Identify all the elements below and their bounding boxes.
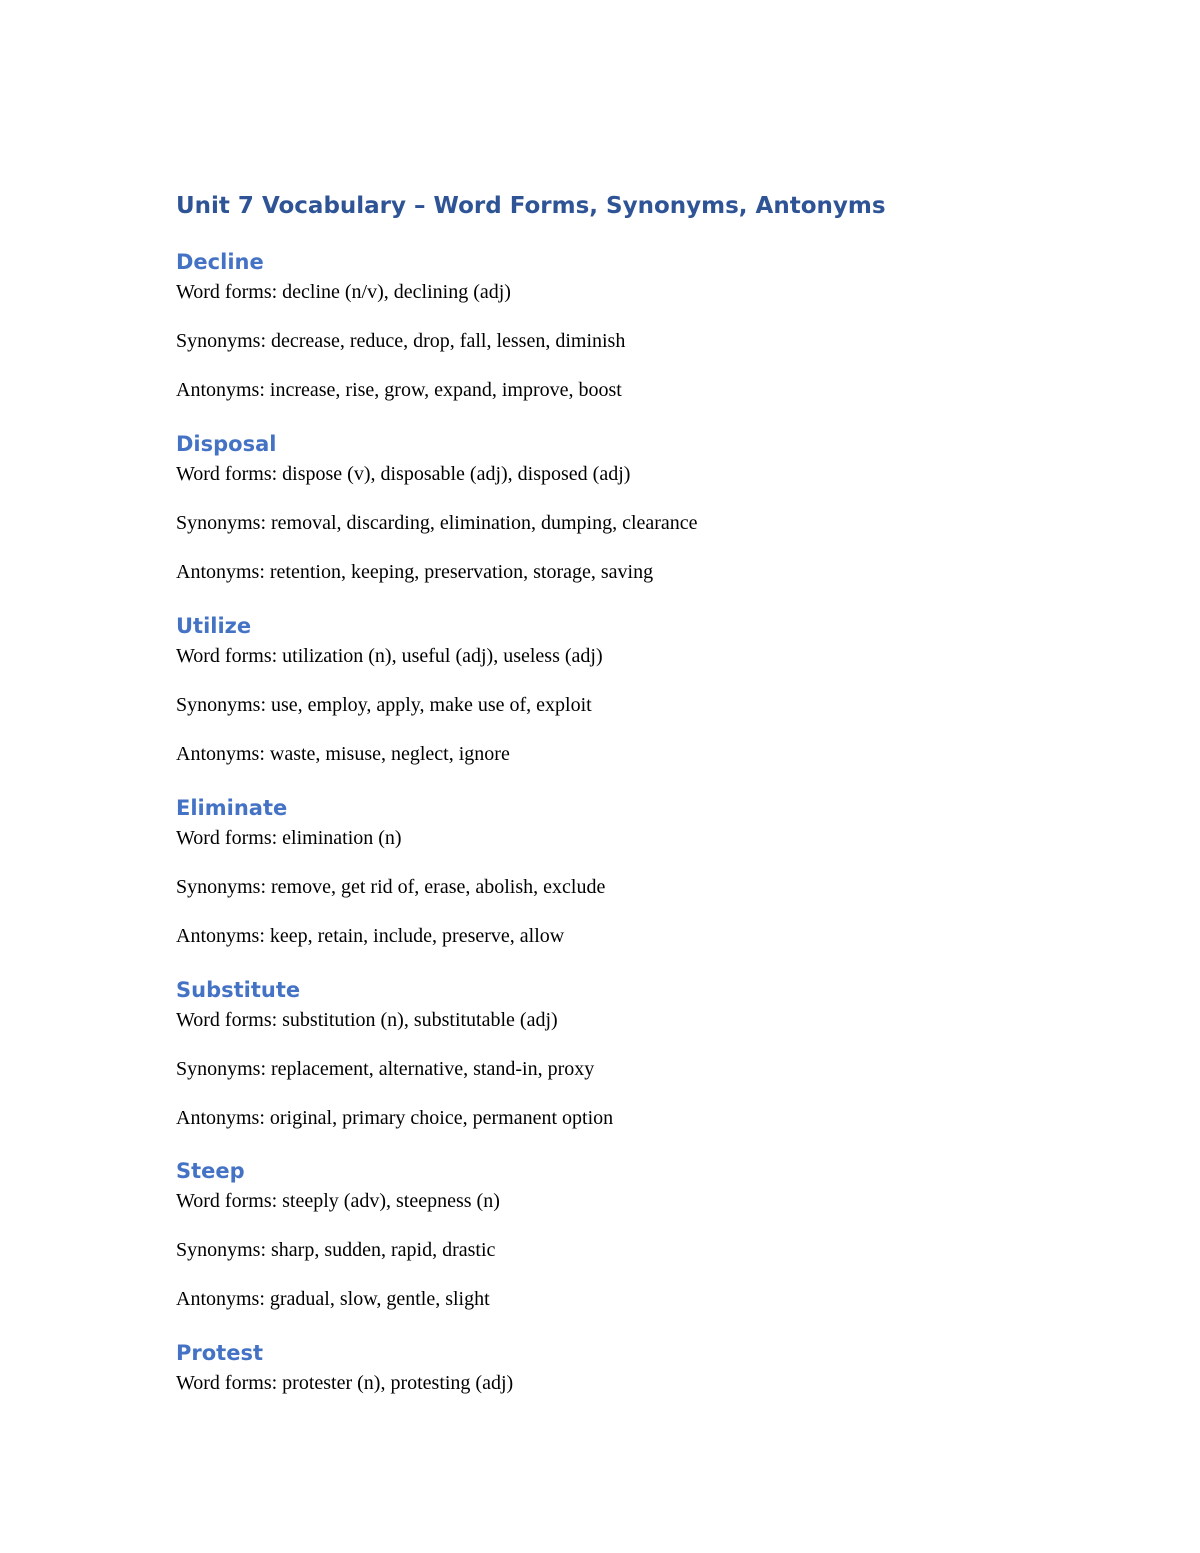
word-forms-line: Word forms: steeply (adv), steepness (n) xyxy=(176,1190,500,1212)
word-forms-line: Word forms: dispose (v), disposable (adj), disposed (adj) xyxy=(176,463,631,485)
word-forms-line: Word forms: substitution (n), substitutable (adj) xyxy=(176,1009,558,1031)
entry-heading: Decline xyxy=(176,250,264,274)
entry-heading: Protest xyxy=(176,1341,263,1365)
antonyms-line: Antonyms: increase, rise, grow, expand, improve, boost xyxy=(176,379,622,401)
entry-heading: Eliminate xyxy=(176,796,288,820)
synonyms-line: Synonyms: remove, get rid of, erase, abolish, exclude xyxy=(176,876,606,898)
entry-heading: Disposal xyxy=(176,432,277,456)
word-forms-line: Word forms: decline (n/v), declining (adj) xyxy=(176,281,511,303)
synonyms-line: Synonyms: use, employ, apply, make use of, exploit xyxy=(176,694,592,716)
synonyms-line: Synonyms: replacement, alternative, stand-in, proxy xyxy=(176,1058,595,1080)
antonyms-line: Antonyms: retention, keeping, preservation, storage, saving xyxy=(176,561,654,583)
antonyms-line: Antonyms: keep, retain, include, preserve, allow xyxy=(176,925,565,947)
word-forms-line: Word forms: protester (n), protesting (adj) xyxy=(176,1372,514,1394)
antonyms-line: Antonyms: original, primary choice, permanent option xyxy=(176,1107,614,1129)
word-forms-line: Word forms: utilization (n), useful (adj), useless (adj) xyxy=(176,645,603,667)
synonyms-line: Synonyms: sharp, sudden, rapid, drastic xyxy=(176,1239,496,1261)
document-title: Unit 7 Vocabulary – Word Forms, Synonyms, Antonyms xyxy=(176,193,886,219)
entry-heading: Steep xyxy=(176,1159,245,1183)
entry-heading: Substitute xyxy=(176,978,301,1002)
word-forms-line: Word forms: elimination (n) xyxy=(176,827,402,849)
entry-heading: Utilize xyxy=(176,614,252,638)
synonyms-line: Synonyms: removal, discarding, elimination, dumping, clearance xyxy=(176,512,698,534)
antonyms-line: Antonyms: gradual, slow, gentle, slight xyxy=(176,1288,490,1310)
synonyms-line: Synonyms: decrease, reduce, drop, fall, lessen, diminish xyxy=(176,330,626,352)
antonyms-line: Antonyms: waste, misuse, neglect, ignore xyxy=(176,743,510,765)
